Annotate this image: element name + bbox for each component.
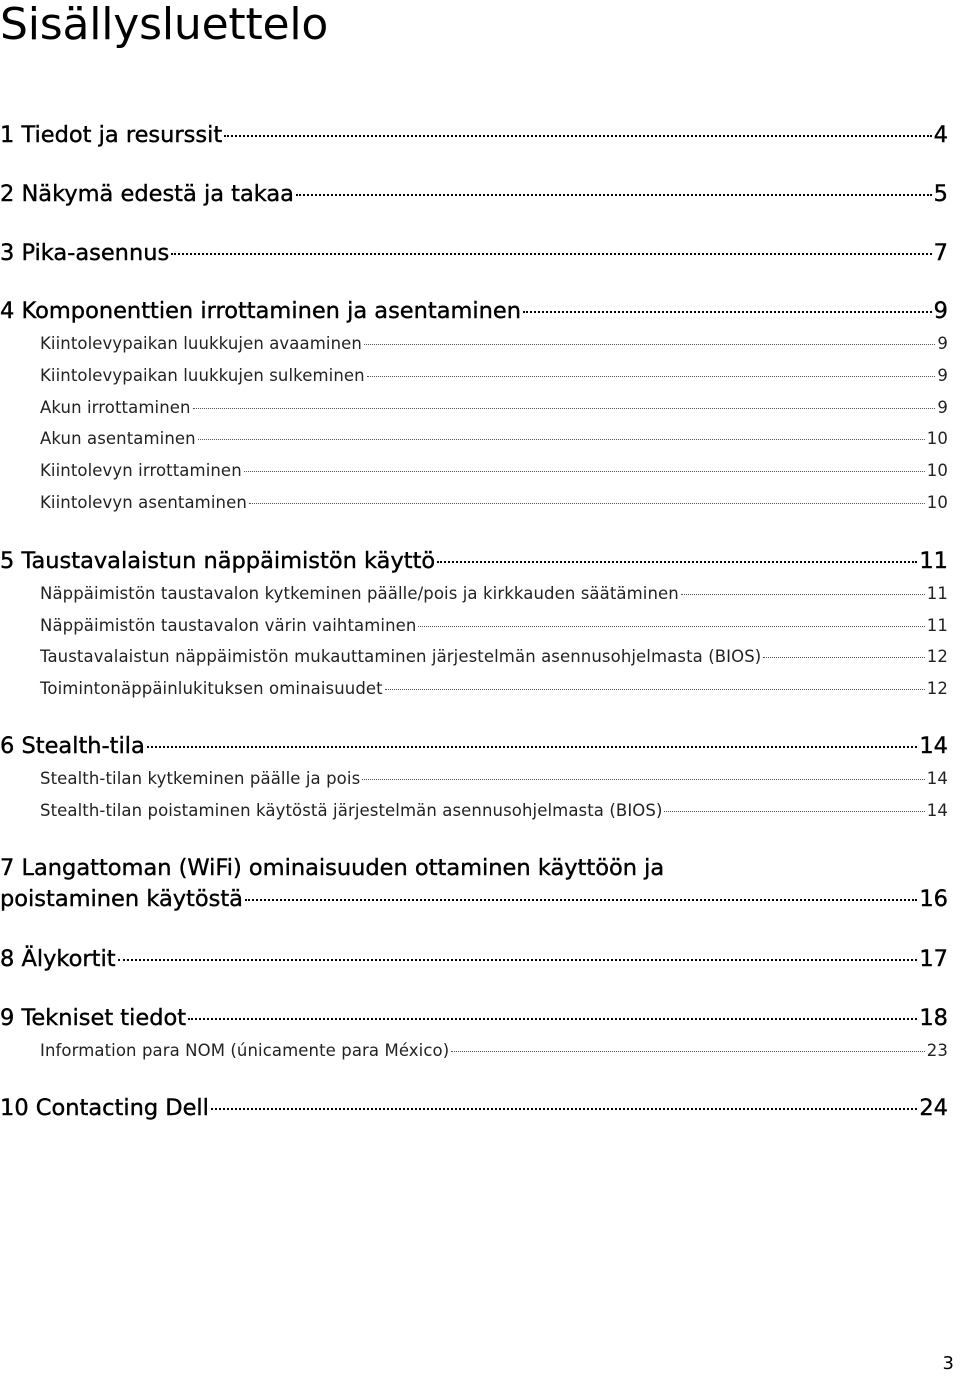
toc-page-number: 17: [919, 946, 948, 972]
toc-entry-label: Taustavalaistun näppäimistön mukauttaminen järjestelmän asennusohjelmasta (BIOS): [40, 647, 762, 666]
toc-page-number: 11: [919, 548, 948, 574]
dot-leader: [523, 310, 932, 313]
toc-entry-label: Information para NOM (únicamente para México): [40, 1041, 450, 1060]
toc-page-number: 9: [937, 334, 948, 353]
toc-entry-label: 10 Contacting Dell: [0, 1095, 209, 1121]
toc-entry-chapter-2[interactable]: [0, 181, 948, 207]
toc-entry-label: Stealth-tilan kytkeminen päälle ja pois: [40, 769, 361, 788]
toc-entry-chapter-6[interactable]: [0, 733, 948, 759]
toc-entry-label: Kiintolevypaikan luukkujen sulkeminen: [40, 366, 365, 385]
toc-page-number: 24: [919, 1095, 948, 1121]
toc-entry-label: Kiintolevyn asentaminen: [40, 493, 247, 512]
toc-entry-chapter-5[interactable]: [0, 548, 948, 574]
toc-page-number: 9: [933, 298, 948, 324]
dot-leader: [681, 593, 925, 595]
toc-entry-label: Näppäimistön taustavalon värin vaihtaminen: [40, 616, 417, 635]
toc-page-number: 14: [919, 733, 948, 759]
toc-page-number: 23: [926, 1041, 948, 1060]
toc-page-number: 12: [926, 647, 948, 666]
toc-page-number: 10: [926, 429, 948, 448]
toc-page-number: 12: [926, 679, 948, 698]
toc-entry-section[interactable]: [40, 679, 948, 698]
toc-page-number: 14: [926, 769, 948, 788]
toc-entry-label: 2 Näkymä edestä ja takaa: [0, 181, 294, 207]
dot-leader: [451, 1050, 925, 1052]
toc-page-number: 7: [933, 240, 948, 266]
toc-page-number: 4: [933, 122, 948, 148]
dot-leader: [224, 134, 931, 137]
toc-entry-label: Stealth-tilan poistaminen käytöstä järjestelmän asennusohjelmasta (BIOS): [40, 801, 663, 820]
toc-entry-label: Kiintolevypaikan luukkujen avaaminen: [40, 334, 362, 353]
dot-leader: [193, 407, 936, 409]
toc-page-number: 10: [926, 461, 948, 480]
dot-leader: [418, 625, 924, 627]
toc-entry-label: Akun asentaminen: [40, 429, 196, 448]
dot-leader: [362, 778, 925, 780]
toc-entry-label: 4 Komponenttien irrottaminen ja asentaminen: [0, 298, 522, 324]
dot-leader: [211, 1107, 917, 1110]
toc-entry-label: 5 Taustavalaistun näppäimistön käyttö: [0, 548, 436, 574]
toc-entry-section[interactable]: [40, 493, 948, 512]
dot-leader: [664, 810, 924, 812]
toc-entry-section[interactable]: [40, 429, 948, 448]
page-number: 3: [942, 1353, 954, 1374]
toc-page-number: 9: [937, 366, 948, 385]
toc-entry-section[interactable]: [40, 334, 948, 353]
toc-entry-label: 9 Tekniset tiedot: [0, 1005, 187, 1031]
toc-entry-section[interactable]: [40, 616, 948, 635]
toc-entry-chapter-7[interactable]: [0, 853, 948, 915]
dot-leader: [171, 252, 931, 255]
toc-entry-chapter-9[interactable]: [0, 1005, 948, 1031]
dot-leader: [367, 375, 936, 377]
dot-leader: [249, 502, 925, 504]
dot-leader: [147, 745, 918, 748]
toc-entry-chapter-3[interactable]: [0, 240, 948, 266]
toc-entry-label: Näppäimistön taustavalon kytkeminen päälle/pois ja kirkkauden säätäminen: [40, 584, 679, 603]
dot-leader: [296, 193, 932, 196]
toc-entry-label: Kiintolevyn irrottaminen: [40, 461, 242, 480]
dot-leader: [437, 560, 917, 563]
toc-entry-section[interactable]: [40, 801, 948, 820]
toc-entry-section[interactable]: [40, 461, 948, 480]
dot-leader: [198, 438, 925, 440]
toc-entry-section[interactable]: [40, 584, 948, 603]
dot-leader: [118, 958, 918, 961]
toc-entry-section[interactable]: [40, 366, 948, 385]
toc-entry-chapter-1[interactable]: [0, 122, 948, 148]
toc-page-number: 11: [926, 616, 948, 635]
toc-entry-chapter-4[interactable]: [0, 298, 948, 324]
toc-entry-section[interactable]: [40, 769, 948, 788]
dot-leader: [385, 688, 925, 690]
dot-leader: [245, 898, 917, 901]
toc-entry-label: Akun irrottaminen: [40, 398, 191, 417]
toc-entry-label: 1 Tiedot ja resurssit: [0, 122, 223, 148]
toc-entry-label-line-1: 7 Langattoman (WiFi) ominaisuuden ottaminen käyttöön ja: [0, 855, 665, 881]
toc-page-number: 10: [926, 493, 948, 512]
toc-page-number: 14: [926, 801, 948, 820]
toc-entry-label-line-2: poistaminen käytöstä: [0, 886, 243, 912]
dot-leader: [188, 1017, 917, 1020]
toc-entry-section[interactable]: [40, 647, 948, 666]
toc-entry-chapter-10[interactable]: [0, 1095, 948, 1121]
toc-page-number: 11: [926, 584, 948, 603]
page-title: Sisällysluettelo: [0, 0, 329, 50]
toc-entry-section[interactable]: [40, 398, 948, 417]
toc-page-number: 9: [937, 398, 948, 417]
toc-entry-label: 8 Älykortit: [0, 946, 116, 972]
toc-entry-label: Toimintonäppäinlukituksen ominaisuudet: [40, 679, 383, 698]
toc-entry-label: 6 Stealth-tila: [0, 733, 145, 759]
toc-page-number: 16: [919, 886, 948, 912]
dot-leader: [244, 470, 925, 472]
toc-entry-section[interactable]: [40, 1041, 948, 1060]
toc-entry-label: 3 Pika-asennus: [0, 240, 170, 266]
dot-leader: [364, 343, 935, 345]
toc-page-number: 18: [919, 1005, 948, 1031]
dot-leader: [763, 656, 924, 658]
toc-entry-chapter-8[interactable]: [0, 946, 948, 972]
toc-page-number: 5: [933, 181, 948, 207]
